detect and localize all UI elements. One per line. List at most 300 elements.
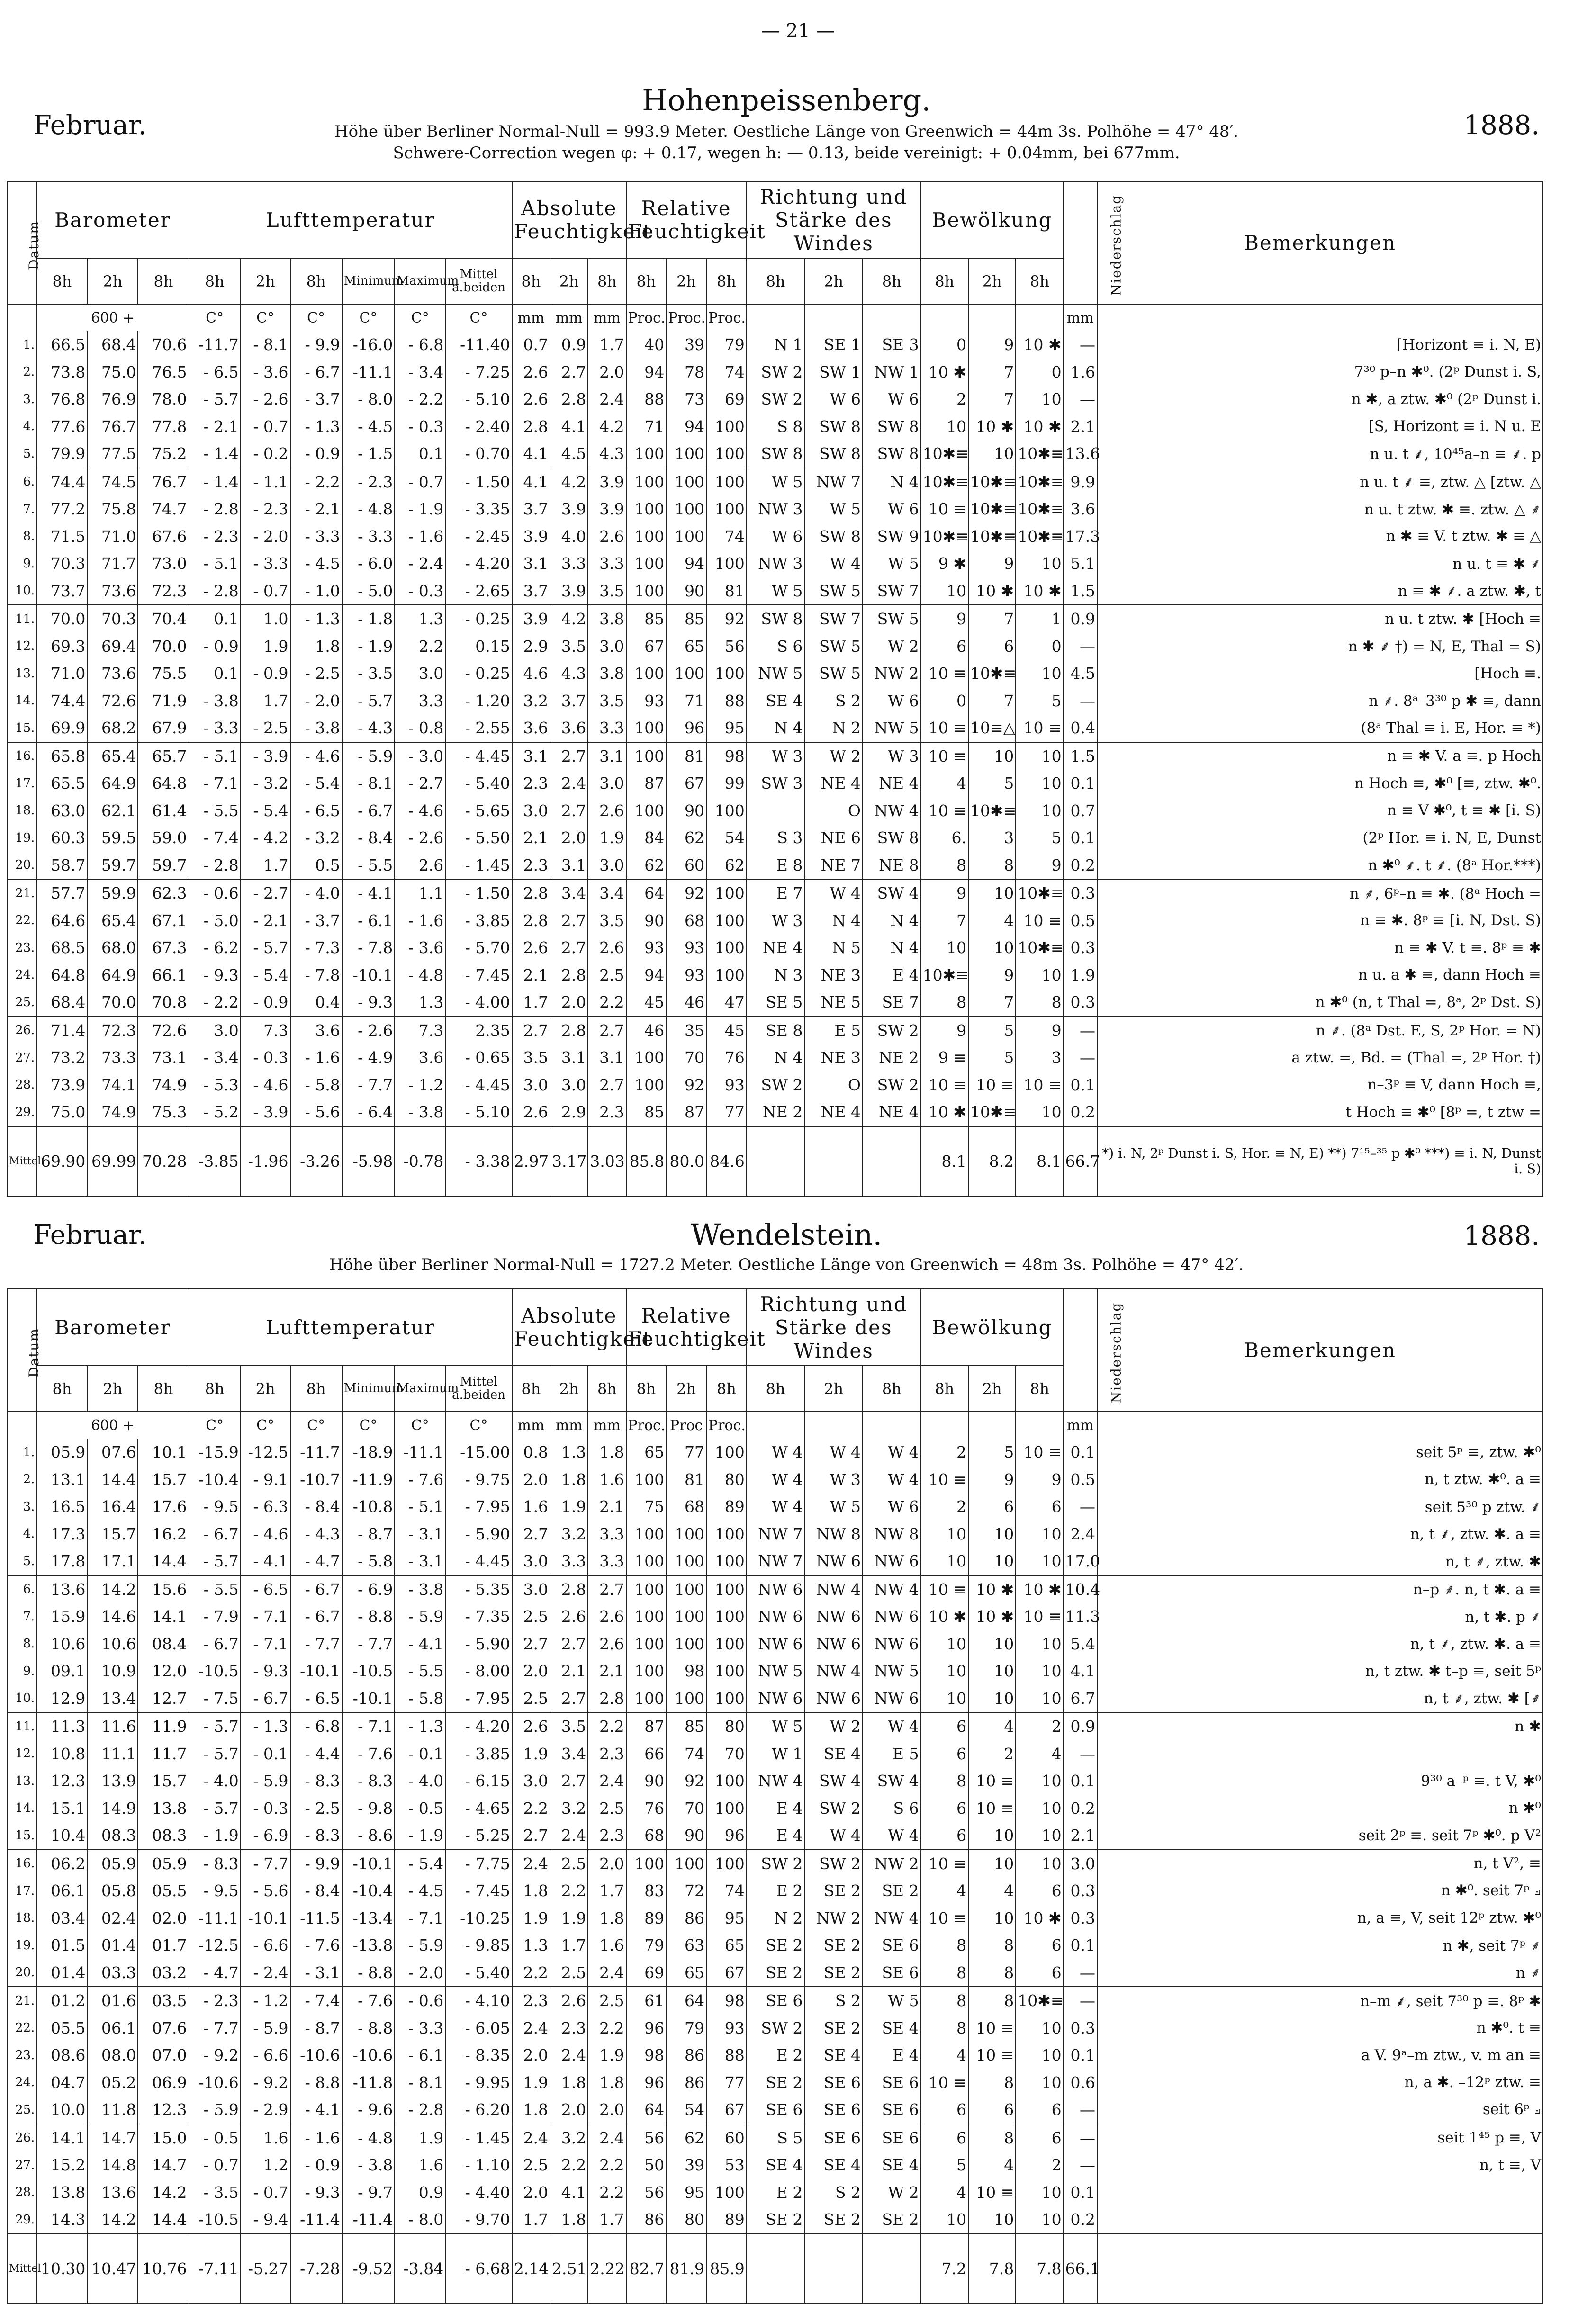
cell: SE 6 (863, 2096, 921, 2124)
cell (1097, 2179, 1543, 2206)
cell: 2.4 (512, 1850, 550, 1878)
units-cell (863, 1412, 921, 1439)
units-cell (1097, 1412, 1543, 1439)
cell: 70.6 (138, 331, 189, 359)
cell: 100 (706, 879, 747, 907)
cell: 1.6 (588, 1466, 626, 1494)
table-row (7, 550, 1543, 577)
cell: 72.3 (87, 1017, 138, 1044)
cell: 2.0 (550, 2096, 588, 2124)
cell: 0.2 (1064, 1795, 1097, 1822)
units-cell (968, 1412, 1016, 1439)
cell: -18.9 (342, 1439, 395, 1466)
cell: 2.7 (588, 1017, 626, 1044)
cell: n u. t ztw. ✱ ≡. ztw. △ ⸙ (1097, 495, 1543, 523)
cell: NW 6 (804, 1603, 863, 1630)
cell: 3 (968, 824, 1016, 852)
cell: 59.5 (87, 824, 138, 852)
cell: 10 (968, 934, 1016, 962)
table-row (7, 934, 1543, 962)
cell: SE 7 (863, 989, 921, 1017)
cell: - 2.7 (241, 879, 290, 907)
cell: 100 (666, 440, 706, 468)
cell: SE 6 (804, 2096, 863, 2124)
cell: 86 (666, 2069, 706, 2097)
units-cell: mm (1064, 304, 1097, 331)
cell: 2.4 (550, 2042, 588, 2069)
cell: 90 (666, 1822, 706, 1850)
cell: 76.7 (87, 413, 138, 441)
cell: 4. (7, 413, 36, 441)
cell: [Hoch ≡. (1097, 660, 1543, 687)
cell: 08.6 (36, 2042, 87, 2069)
cell: - 3.8 (189, 687, 241, 715)
cell: 4 (1016, 1740, 1063, 1768)
mean-cell: 82.7 (626, 2234, 667, 2304)
cell: 1.9 (588, 824, 626, 852)
cell: - 9.5 (189, 1877, 241, 1905)
cell: - 8.8 (342, 2015, 395, 2042)
cell: 6 (921, 1795, 968, 1822)
cell: 0.1 (1064, 770, 1097, 797)
cell: 08.0 (87, 2042, 138, 2069)
cell: 87 (626, 1712, 667, 1740)
cell: 75.0 (87, 359, 138, 386)
cell: 10 (968, 1630, 1016, 1658)
cell: 3.6 (290, 1017, 342, 1044)
cell: 10✱≡ (1016, 523, 1063, 550)
cell: NW 2 (863, 660, 921, 687)
cell: 86 (626, 2206, 667, 2234)
table-row (7, 605, 1543, 633)
cell: 4.1 (512, 468, 550, 496)
cell: - 5.9 (241, 2015, 290, 2042)
cell: W 4 (747, 1439, 805, 1466)
cell: E 2 (747, 2179, 805, 2206)
cell: - 3.0 (395, 742, 445, 770)
table-row (7, 2206, 1543, 2234)
cell: - 3.3 (395, 2015, 445, 2042)
cell: 96 (626, 2015, 667, 2042)
cell: 75.8 (87, 495, 138, 523)
cell: 6 (1016, 1877, 1063, 1905)
cell: 93 (706, 2015, 747, 2042)
table-row (7, 687, 1543, 715)
cell: 79 (666, 2015, 706, 2042)
datum-header (7, 1289, 42, 1412)
cell: - 4.4 (290, 1740, 342, 1768)
cell: - 7.1 (189, 770, 241, 797)
cell: - 9.9 (290, 331, 342, 359)
cell: - 7.1 (395, 1905, 445, 1932)
cell: 15.9 (36, 1603, 87, 1630)
cell: n u. t ⸙ ≡, ztw. △ [ztw. △ (1097, 468, 1543, 496)
cell: 29. (7, 2206, 36, 2234)
cell: 8 (921, 1959, 968, 1987)
subheader-h2: 2h (804, 258, 863, 304)
cell: - 5.5 (395, 1657, 445, 1685)
cell: 89 (626, 1905, 667, 1932)
cell: 10 (1016, 1630, 1063, 1658)
cell: 16.2 (138, 1521, 189, 1548)
cell: 1.8 (550, 1466, 588, 1494)
cell: E 2 (747, 2042, 805, 2069)
cell: - 8.0 (342, 386, 395, 413)
table-row (7, 1850, 1543, 1878)
mean-cell: 7.2 (921, 2234, 968, 2304)
cell: 8 (968, 1932, 1016, 1959)
cell: - 7.8 (290, 962, 342, 989)
units-cell (7, 304, 36, 331)
cell: O (804, 797, 863, 825)
cell: 2.3 (512, 1987, 550, 2015)
cell: W 6 (863, 495, 921, 523)
cell: 10✱≡ (968, 1098, 1016, 1126)
cell: 1. (7, 331, 36, 359)
cell: -12.5 (241, 1439, 290, 1466)
cell: 3.6 (1064, 495, 1097, 523)
cell: seit 5ᵖ ≡, ztw. ✱⁰ (1097, 1439, 1543, 1466)
cell: -10.25 (445, 1905, 512, 1932)
cell: NW 3 (747, 495, 805, 523)
cell: 1.9 (512, 1740, 550, 1768)
cell: - 8.4 (290, 1877, 342, 1905)
subheader-h8: 8h (747, 258, 805, 304)
cell: n, t ⸙, ztw. ✱. a ≡ (1097, 1521, 1543, 1548)
cell: 08.3 (138, 1822, 189, 1850)
cell: - 2.5 (290, 1795, 342, 1822)
cell: 100 (626, 523, 667, 550)
cell: 39 (666, 331, 706, 359)
cell: 11.1 (87, 1740, 138, 1768)
cell: 67 (706, 2096, 747, 2124)
cell: 3 (1016, 1044, 1063, 1071)
cell: - 8.35 (445, 2042, 512, 2069)
cell: 9 (1016, 1017, 1063, 1044)
cell: 2.7 (550, 359, 588, 386)
cell: 10✱≡ (968, 660, 1016, 687)
cell: - 7.25 (445, 359, 512, 386)
cell: N 3 (747, 962, 805, 989)
cell: 2.1 (588, 1657, 626, 1685)
cell: 2.6 (588, 1630, 626, 1658)
cell: 3.4 (550, 1740, 588, 1768)
cell: — (1064, 2151, 1097, 2179)
cell: 11. (7, 605, 36, 633)
cell: 100 (666, 1548, 706, 1575)
cell: n, t ≡, V (1097, 2151, 1543, 2179)
cell: 0.2 (1064, 2206, 1097, 2234)
cell: W 5 (804, 495, 863, 523)
cell: 100 (626, 440, 667, 468)
cell: 61.4 (138, 797, 189, 825)
cell: 2.2 (550, 2151, 588, 2179)
units-cell: C° (342, 304, 395, 331)
cell: 98 (706, 742, 747, 770)
cell: 2.7 (550, 797, 588, 825)
cell: 03.4 (36, 1905, 87, 1932)
cell: 10 (1016, 1767, 1063, 1795)
cell: 100 (706, 413, 747, 441)
cell: - 4.6 (290, 742, 342, 770)
cell: 4 (968, 907, 1016, 935)
mean-cell: Mittel (7, 1126, 36, 1196)
cell: 27. (7, 2151, 36, 2179)
cell: 4.0 (550, 523, 588, 550)
cell: - 4.0 (395, 1767, 445, 1795)
cell: 100 (706, 907, 747, 935)
cell: 09.1 (36, 1657, 87, 1685)
cell: 14.4 (87, 1466, 138, 1494)
cell: - 6.7 (342, 797, 395, 825)
cell: — (1064, 1493, 1097, 1521)
cell: 100 (626, 577, 667, 605)
cell: -11.1 (342, 359, 395, 386)
cell: - 2.5 (290, 660, 342, 687)
cell: 100 (626, 1850, 667, 1878)
cell: -10.1 (342, 1850, 395, 1878)
cell: n ≡ ✱ V. t ≡. 8ᵖ ≡ ✱ (1097, 934, 1543, 962)
cell: - 4.2 (241, 824, 290, 852)
cell: 99 (706, 770, 747, 797)
cell: SE 8 (747, 1017, 805, 1044)
cell: 2.8 (512, 879, 550, 907)
cell: 70.0 (138, 633, 189, 660)
cell: 23. (7, 934, 36, 962)
cell: 0.5 (1064, 907, 1097, 935)
cell: - 7.6 (342, 1987, 395, 2015)
cell: - 4.5 (395, 1877, 445, 1905)
cell: - 5.9 (395, 1932, 445, 1959)
cell: W 6 (863, 386, 921, 413)
cell: 75 (626, 1493, 667, 1521)
table-row (7, 879, 1543, 907)
cell: - 3.3 (290, 523, 342, 550)
cell: - 6.5 (241, 1575, 290, 1603)
cell: 17.8 (36, 1548, 87, 1575)
cell: 6 (921, 633, 968, 660)
cell: NW 5 (863, 714, 921, 742)
cell: 0.1 (189, 660, 241, 687)
cell: - 6.9 (342, 1575, 395, 1603)
cell: 3.0 (588, 770, 626, 797)
cell: 62 (666, 2124, 706, 2152)
cell: — (1064, 1987, 1097, 2015)
cell: - 0.9 (290, 2151, 342, 2179)
cell: - 8.8 (290, 2069, 342, 2097)
cell: 4 (968, 1877, 1016, 1905)
cell: 10 ≡ (921, 1850, 968, 1878)
cell: 16. (7, 1850, 36, 1878)
cell: 10 ≡ (968, 1071, 1016, 1099)
cell: 2.3 (512, 770, 550, 797)
cloud-header: Bewölkung (921, 181, 1064, 258)
units-cell: C° (241, 1412, 290, 1439)
cell: n ≡ V ✱⁰, t ≡ ✱ [i. S) (1097, 797, 1543, 825)
cell: 46 (626, 1017, 667, 1044)
cell: 100 (626, 1603, 667, 1630)
cell: 22. (7, 907, 36, 935)
cell: -10.6 (189, 2069, 241, 2097)
cell: 3.1 (550, 1044, 588, 1071)
cell: 100 (706, 1850, 747, 1878)
mean-cell: 8.1 (1016, 1126, 1063, 1196)
cell: - 9.5 (189, 1493, 241, 1521)
cell: (8ᵃ Thal ≡ i. E, Hor. ≡ *) (1097, 714, 1543, 742)
cell: 100 (666, 1630, 706, 1658)
cell: - 9.1 (241, 1466, 290, 1494)
cell: 2.4 (512, 2015, 550, 2042)
cell: 2.3 (588, 1822, 626, 1850)
cell: W 4 (863, 1439, 921, 1466)
cell: 2.1 (550, 1657, 588, 1685)
cell: 10 ✱ (1016, 413, 1063, 441)
subheader-h8: 8h (588, 1366, 626, 1412)
station-info-line: Höhe über Berliner Normal-Null = 993.9 Meter. Oestliche Länge von Greenwich = 44m 3s. Polhöhe = 47° 48′. (334, 122, 1239, 141)
cell: - 4.20 (445, 1712, 512, 1740)
cell: 2.6 (395, 852, 445, 880)
cell: - 5.9 (241, 1767, 290, 1795)
mean-cell: - 6.68 (445, 2234, 512, 2304)
cell: 65.8 (36, 742, 87, 770)
cell: 19. (7, 1932, 36, 1959)
units-cell: C° (189, 1412, 241, 1439)
cell: 10 ✱ (921, 359, 968, 386)
cell: 80 (706, 1712, 747, 1740)
cell: 85 (626, 605, 667, 633)
cell: - 9.2 (241, 2069, 290, 2097)
month-label: Februar. (33, 1220, 147, 1251)
cell: -11.4 (290, 2206, 342, 2234)
cell: 63 (666, 1932, 706, 1959)
cell: 3.2 (512, 687, 550, 715)
cell: 1.8 (588, 1905, 626, 1932)
cell: 100 (706, 2179, 747, 2206)
cell: 2.3 (588, 1740, 626, 1768)
cell: 3.0 (588, 852, 626, 880)
cell: 2.0 (512, 2042, 550, 2069)
cell: W 4 (863, 1822, 921, 1850)
cell: - 8.4 (342, 824, 395, 852)
cell: 14.8 (87, 2151, 138, 2179)
cell: - 0.7 (241, 413, 290, 441)
table-row (7, 633, 1543, 660)
cell: 10 ✱ (968, 1575, 1016, 1603)
cell: 21. (7, 1987, 36, 2015)
cell: 15.2 (36, 2151, 87, 2179)
cell: SW 4 (863, 1767, 921, 1795)
cell: W 6 (863, 687, 921, 715)
cell: 7 (921, 907, 968, 935)
cell: 5 (921, 2151, 968, 2179)
cell: 3.1 (512, 742, 550, 770)
cell: 7.3 (395, 1017, 445, 1044)
cell: - 6.5 (189, 359, 241, 386)
cell: 1.6 (588, 1932, 626, 1959)
cell: 66.1 (138, 962, 189, 989)
station-info-line: Höhe über Berliner Normal-Null = 1727.2 Meter. Oestliche Länge von Greenwich = 48m 3s. Polhöhe = 47° 42′. (329, 1255, 1244, 1274)
cell: - 1.20 (445, 687, 512, 715)
cell: 1.9 (512, 1905, 550, 1932)
cell: 100 (706, 1439, 747, 1466)
cell: E 4 (747, 1795, 805, 1822)
cell: 16. (7, 742, 36, 770)
cell: 14.2 (87, 1575, 138, 1603)
cell: 9 ≡ (921, 1044, 968, 1071)
cell: 10 (968, 1905, 1016, 1932)
cell: 3.6 (395, 1044, 445, 1071)
cell: 1.9 (241, 633, 290, 660)
cell: 10 (921, 1548, 968, 1575)
units-cell: 600 + (36, 1412, 189, 1439)
cell: SE 2 (804, 1932, 863, 1959)
cell: 14.7 (138, 2151, 189, 2179)
cell: NW 6 (747, 1630, 805, 1658)
cell: NW 4 (804, 1657, 863, 1685)
cell: 5 (968, 770, 1016, 797)
subheader-h2: 2h (804, 1366, 863, 1412)
table-row (7, 2151, 1543, 2179)
cell: 100 (626, 1685, 667, 1713)
cell: 65 (626, 1439, 667, 1466)
cell: [S, Horizont ≡ i. N u. E (1097, 413, 1543, 441)
cell: - 5.5 (189, 1575, 241, 1603)
cell: 10 ✱ (1016, 1905, 1063, 1932)
cell: 2 (1016, 2151, 1063, 2179)
cell: 6 (1016, 1493, 1063, 1521)
cell: - 6.15 (445, 1767, 512, 1795)
cell: - 6.20 (445, 2096, 512, 2124)
cell: - 9.2 (189, 2042, 241, 2069)
units-cell: Proc. (706, 1412, 747, 1439)
table-row (7, 495, 1543, 523)
cell: - 2.2 (189, 989, 241, 1017)
cell: 3.0 (588, 633, 626, 660)
cell: - 8.1 (342, 770, 395, 797)
cell: -11.8 (342, 2069, 395, 2097)
cell: seit 2ᵖ ≡. seit 7ᵖ ✱⁰. p V² (1097, 1822, 1543, 1850)
cell: - 5.8 (342, 1548, 395, 1575)
cell: 57.7 (36, 879, 87, 907)
cell: 1.7 (550, 1932, 588, 1959)
rel-humidity-header: Relative Feuchtigkeit (626, 181, 747, 258)
cell: 50 (626, 2151, 667, 2179)
cell: 1.8 (512, 1877, 550, 1905)
cell: - 6.1 (395, 2042, 445, 2069)
cell: -10.1 (290, 1657, 342, 1685)
cell: - 5.8 (395, 1685, 445, 1713)
cell: - 0.25 (445, 605, 512, 633)
cell: 2.0 (512, 2179, 550, 2206)
table-row (7, 2069, 1543, 2097)
cell: - 5.7 (189, 1548, 241, 1575)
cell: 70.3 (36, 550, 87, 577)
cell: 2.6 (512, 386, 550, 413)
cell: 3.5 (550, 1712, 588, 1740)
cell: - 9.6 (342, 2096, 395, 2124)
cell: 2.8 (512, 907, 550, 935)
cell: 10 (968, 2206, 1016, 2234)
cell: - 4.3 (342, 714, 395, 742)
cell: 6 (921, 2096, 968, 2124)
cell: 14.6 (87, 1603, 138, 1630)
cell: - 2.4 (395, 550, 445, 577)
cell: W 3 (804, 1466, 863, 1494)
subheader-h2: 2h (550, 1366, 588, 1412)
cell: 10 ≡ (921, 1905, 968, 1932)
cell: n ⸙ (1097, 1959, 1543, 1987)
cell: - 8.3 (290, 1767, 342, 1795)
